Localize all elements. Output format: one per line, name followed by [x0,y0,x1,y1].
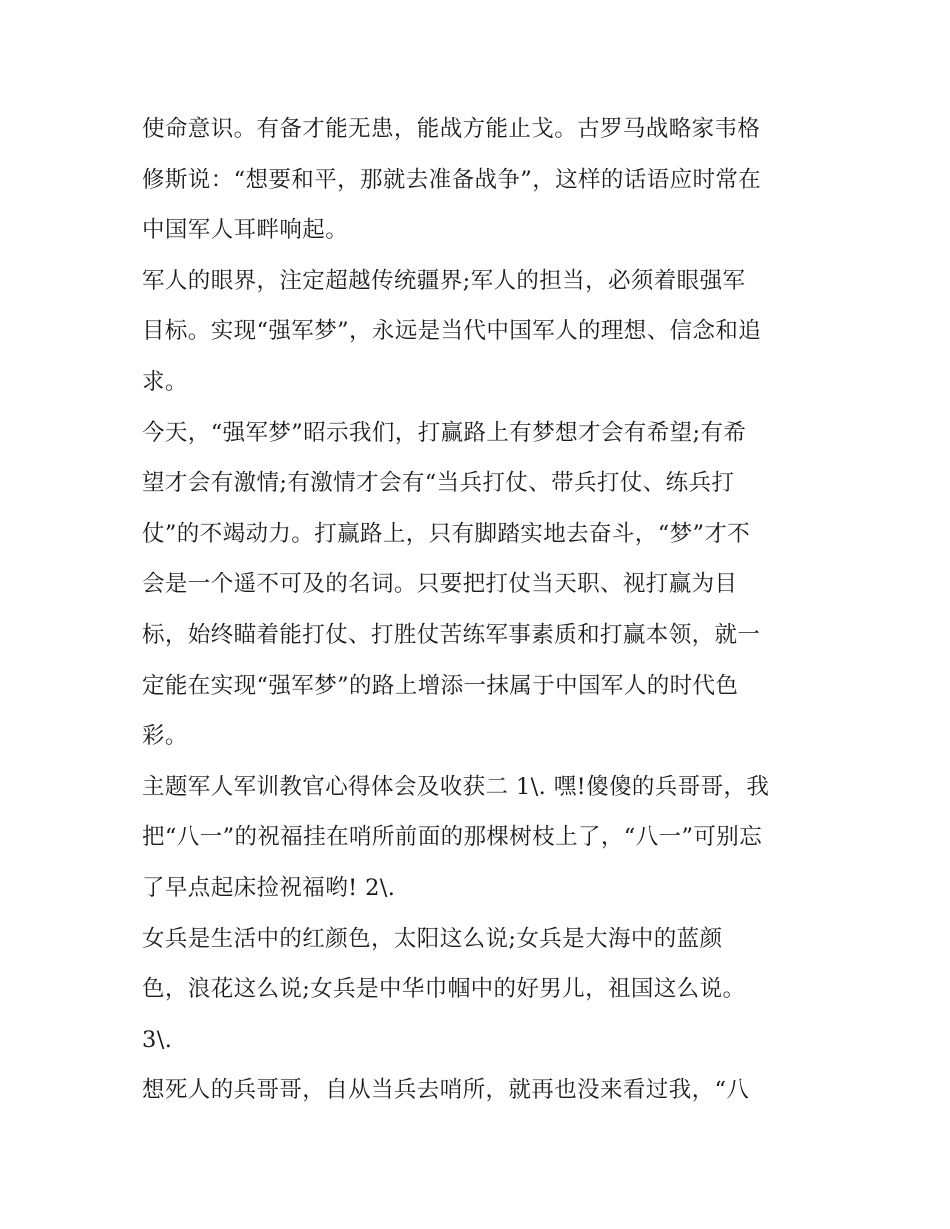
text-line: 标，始终瞄着能打仗、打胜仗苦练军事素质和打赢本领，就一 [142,621,761,648]
text-line: 中国军人耳畔响起。 [142,217,349,244]
text-line: 修斯说：“想要和平，那就去准备战争”，这样的话语应时常在 [142,166,762,193]
text-line: 望才会有激情;有激情才会有“当兵打仗、带兵打仗、练兵打 [142,470,735,497]
text-line: 女兵是生活中的红颜色，太阳这么说;女兵是大海中的蓝颜 [142,925,723,952]
text-line: 把“八一”的祝福挂在哨所前面的那棵树枝上了，“八一”可别忘 [142,824,763,851]
text-line: 今天，“强军梦”昭示我们，打赢路上有梦想才会有希望;有希 [142,419,747,446]
document-body [142,104,822,1116]
text-line: 想死人的兵哥哥，自从当兵去哨所，就再也没来看过我，“八 [142,1077,750,1104]
text-line: 主题军人军训教官心得体会及收获二 1\. 嘿!傻傻的兵哥哥，我 [142,773,770,800]
text-line: 色，浪花这么说;女兵是中华巾帼中的好男儿，祖国这么说。 [142,976,746,1003]
text-line: 彩。 [142,723,188,750]
text-line: 会是一个遥不可及的名词。只要把打仗当天职、视打赢为目 [142,571,738,598]
text-line: 军人的眼界，注定超越传统疆界;军人的担当，必须着眼强军 [142,267,746,294]
text-line: 了早点起床捡祝福哟! 2\. [142,874,396,901]
text-line: 求。 [142,368,188,395]
text-line: 目标。实现“强军梦”，永远是当代中国军人的理想、信念和追 [142,318,762,345]
text-line: 定能在实现“强军梦”的路上增添一抹属于中国军人的时代色 [142,672,739,699]
text-line: 使命意识。有备才能无患，能战方能止戈。古罗马战略家韦格 [142,116,761,142]
text-line: 仗”的不竭动力。打赢路上，只有脚踏实地去奋斗，“梦”才不 [142,520,751,547]
text-line: 3\. [142,1026,173,1053]
